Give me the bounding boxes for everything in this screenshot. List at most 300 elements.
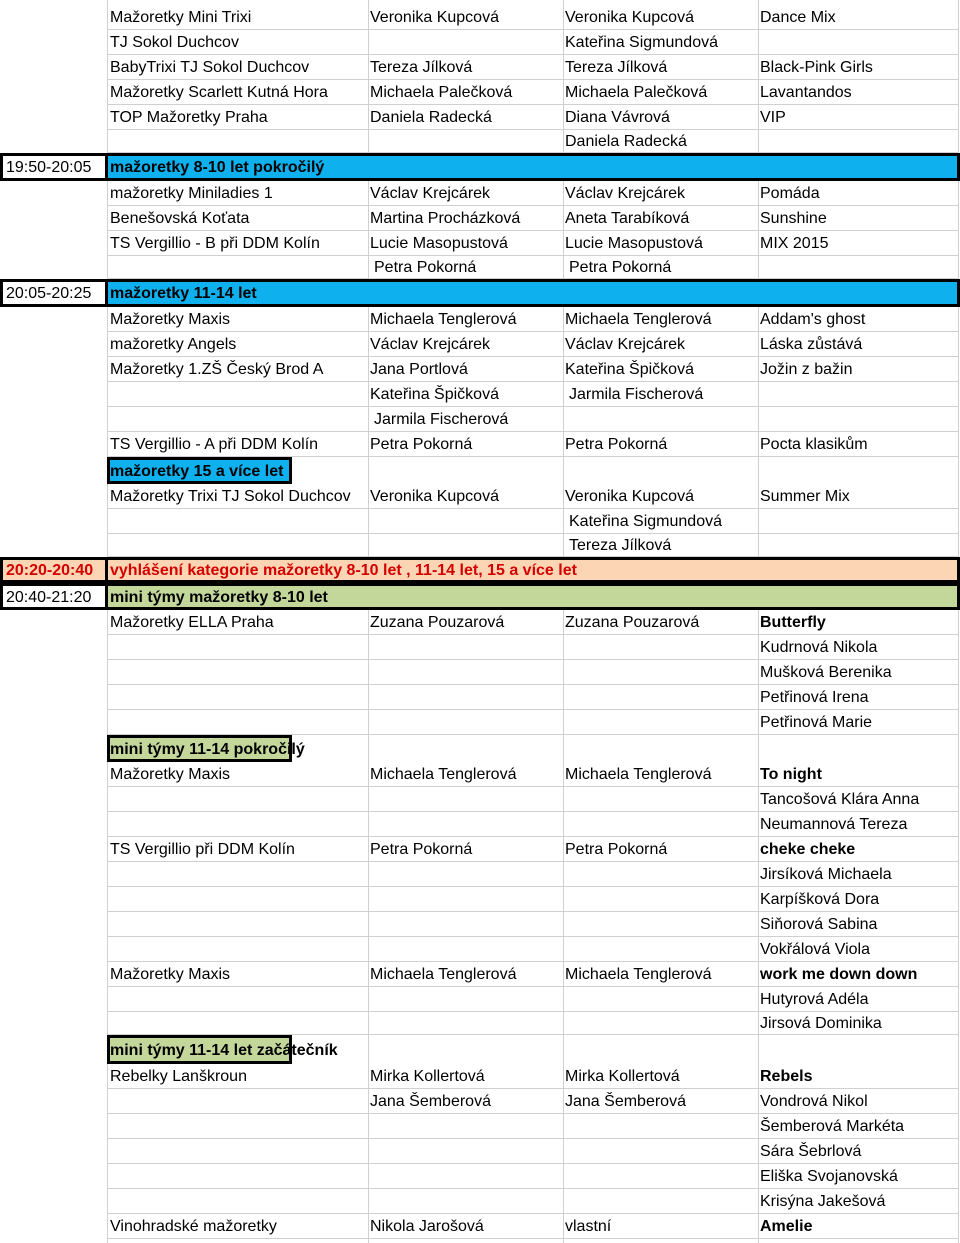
composition-cell [758, 382, 958, 407]
composition-cell [758, 509, 958, 534]
choreographer-cell [563, 357, 758, 382]
club-cell [108, 937, 368, 962]
composition-cell-text: Pocta klasikům [760, 435, 868, 453]
choreographer-cell-text: Daniela Radecká [565, 132, 687, 150]
club-cell-text: Mažoretky Maxis [110, 310, 231, 328]
trainer-cell [368, 1064, 563, 1089]
club-cell [108, 1012, 368, 1035]
composition-cell [758, 5, 958, 30]
club-cell [108, 962, 368, 987]
club-cell [108, 1164, 368, 1189]
trainer-cell [368, 382, 563, 407]
category-label: vyhlášení kategorie mažoretky 8-10 let , 11-14 let, 15 a více let [110, 562, 577, 579]
choreographer-cell [563, 1012, 758, 1035]
club-cell [108, 1139, 368, 1164]
club-cell [108, 787, 368, 812]
trainer-cell-text: Daniela Radecká [370, 108, 492, 126]
table-row [0, 635, 960, 660]
trainer-cell [368, 912, 563, 937]
composition-cell-text: Sunshine [760, 209, 827, 227]
composition-cell [758, 256, 958, 279]
club-cell [108, 484, 368, 509]
table-row [0, 887, 960, 912]
category-header [0, 153, 960, 181]
club-cell [108, 710, 368, 735]
choreographer-cell-text: Michaela Tenglerová [565, 310, 712, 328]
composition-cell [758, 837, 958, 862]
trainer-cell [368, 1012, 563, 1035]
club-cell-text: Mažoretky ELLA Praha [110, 613, 274, 631]
trainer-cell [368, 762, 563, 787]
trainer-cell [368, 130, 563, 153]
club-cell-text: Vinohradské mažoretky [110, 1217, 277, 1235]
trainer-cell-text: Jarmila Fischerová [374, 410, 509, 428]
composition-cell-text: Sára Šebrlová [760, 1142, 862, 1160]
club-cell [108, 30, 368, 55]
club-cell-text: Mažoretky Mini Trixi [110, 8, 252, 26]
trainer-cell [368, 937, 563, 962]
choreographer-cell [563, 610, 758, 635]
composition-cell [758, 937, 958, 962]
table-row [0, 962, 960, 987]
club-cell [108, 1064, 368, 1089]
choreographer-cell [563, 130, 758, 153]
trainer-cell [368, 1139, 563, 1164]
table-row [0, 30, 960, 55]
category-label: mažoretky 8-10 let pokročilý [110, 159, 325, 176]
club-cell-text: TOP Mažoretky Praha [110, 108, 268, 126]
composition-cell-text: Butterfly [760, 613, 826, 631]
composition-cell-text: Eliška Svojanovská [760, 1167, 898, 1185]
choreographer-cell [563, 635, 758, 660]
choreographer-cell [563, 206, 758, 231]
club-cell [108, 887, 368, 912]
trainer-cell [368, 484, 563, 509]
table-row [0, 382, 960, 407]
table-row [0, 407, 960, 432]
composition-cell [758, 1012, 958, 1035]
trainer-cell [368, 30, 563, 55]
composition-cell-text: Black-Pink Girls [760, 58, 873, 76]
time-slot [0, 583, 108, 610]
choreographer-cell [563, 181, 758, 206]
table-row [0, 710, 960, 735]
choreographer-cell [563, 231, 758, 256]
choreographer-cell [563, 256, 758, 279]
choreographer-cell [563, 534, 758, 557]
composition-cell [758, 762, 958, 787]
table-row [0, 55, 960, 80]
trainer-cell-text: Michaela Tenglerová [370, 765, 517, 783]
choreographer-cell-text: Aneta Tarabíková [565, 209, 690, 227]
composition-cell-text: Addam's ghost [760, 310, 866, 328]
club-cell-text: Mažoretky Scarlett Kutná Hora [110, 83, 328, 101]
trainer-cell [368, 837, 563, 862]
composition-cell [758, 962, 958, 987]
choreographer-cell [563, 432, 758, 457]
trainer-cell [368, 987, 563, 1012]
composition-cell [758, 1164, 958, 1189]
table-row [0, 812, 960, 837]
composition-cell-text: cheke cheke [760, 840, 856, 858]
trainer-cell [368, 256, 563, 279]
trainer-cell-text: Mirka Kollertová [370, 1067, 485, 1085]
choreographer-cell-text: Tereza Jílková [565, 58, 668, 76]
composition-cell [758, 912, 958, 937]
table-row [0, 1214, 960, 1239]
club-cell [108, 432, 368, 457]
club-cell [108, 685, 368, 710]
club-cell [108, 105, 368, 130]
table-row [0, 332, 960, 357]
choreographer-cell [563, 912, 758, 937]
composition-cell [758, 105, 958, 130]
choreographer-cell [563, 962, 758, 987]
club-cell [108, 382, 368, 407]
choreographer-cell-text: Veronika Kupcová [565, 8, 694, 26]
club-cell [108, 1189, 368, 1214]
choreographer-cell [563, 80, 758, 105]
trainer-cell-text: Petra Pokorná [374, 258, 477, 276]
composition-cell [758, 987, 958, 1012]
club-cell-text: BabyTrixi TJ Sokol Duchcov [110, 58, 310, 76]
choreographer-cell [563, 862, 758, 887]
trainer-cell-text: Jana Portlová [370, 360, 468, 378]
choreographer-cell [563, 307, 758, 332]
choreographer-cell-text: Petra Pokorná [565, 435, 668, 453]
category-header [0, 279, 960, 307]
composition-cell-text: Petřinová Marie [760, 713, 873, 731]
choreographer-cell-text: Petra Pokorná [569, 258, 672, 276]
trainer-cell-text: Tereza Jílková [370, 58, 473, 76]
trainer-cell [368, 710, 563, 735]
choreographer-cell [563, 787, 758, 812]
trainer-cell-text: Zuzana Pouzarová [370, 613, 505, 631]
trainer-cell [368, 1214, 563, 1239]
composition-cell [758, 484, 958, 509]
club-cell [108, 635, 368, 660]
club-cell [108, 5, 368, 30]
category-label: mažoretky 15 a více let [110, 462, 284, 480]
trainer-cell [368, 685, 563, 710]
choreographer-cell [563, 837, 758, 862]
club-cell [108, 862, 368, 887]
club-cell-text: Mažoretky Maxis [110, 765, 231, 783]
club-cell [108, 231, 368, 256]
club-cell [108, 1089, 368, 1114]
table-row [0, 1012, 960, 1035]
table-row [0, 660, 960, 685]
choreographer-cell [563, 812, 758, 837]
club-cell [108, 534, 368, 557]
choreographer-cell [563, 484, 758, 509]
choreographer-cell-text: Veronika Kupcová [565, 487, 694, 505]
table-row [0, 509, 960, 534]
time-slot-text: 20:40-21:20 [6, 588, 92, 606]
time-slot-text: 20:05-20:25 [6, 285, 92, 302]
time-slot-text: 19:50-20:05 [6, 159, 92, 176]
club-cell [108, 332, 368, 357]
table-row [0, 1064, 960, 1089]
composition-cell-text: Siňorová Sabina [760, 915, 878, 933]
trainer-cell-text: Petra Pokorná [370, 840, 473, 858]
choreographer-cell [563, 762, 758, 787]
choreographer-cell-text: Lucie Masopustová [565, 234, 703, 252]
trainer-cell [368, 610, 563, 635]
trainer-cell [368, 206, 563, 231]
choreographer-cell-text: Michaela Tenglerová [565, 965, 712, 983]
category-header [0, 557, 960, 583]
table-row [0, 610, 960, 635]
composition-cell [758, 80, 958, 105]
table-row [0, 912, 960, 937]
composition-cell-text: Lavantandos [760, 83, 852, 101]
trainer-cell [368, 231, 563, 256]
composition-cell-text: Pomáda [760, 184, 820, 202]
table-row [0, 357, 960, 382]
trainer-cell-text: Martina Procházková [370, 209, 521, 227]
choreographer-cell [563, 710, 758, 735]
composition-cell [758, 407, 958, 432]
choreographer-cell-text: Václav Krejcárek [565, 184, 686, 202]
composition-cell-text: Jožin z bažin [760, 360, 853, 378]
trainer-cell [368, 887, 563, 912]
table-row [0, 432, 960, 457]
trainer-cell [368, 332, 563, 357]
table-row [0, 5, 960, 30]
trainer-cell [368, 635, 563, 660]
club-cell-text: TJ Sokol Duchcov [110, 33, 239, 51]
choreographer-cell-text: Kateřina Sigmundová [569, 512, 722, 530]
trainer-cell [368, 55, 563, 80]
table-row [0, 534, 960, 557]
trainer-cell [368, 357, 563, 382]
club-cell [108, 55, 368, 80]
choreographer-cell-text: vlastní [565, 1217, 612, 1235]
composition-cell [758, 635, 958, 660]
composition-cell [758, 610, 958, 635]
choreographer-cell [563, 1189, 758, 1214]
club-cell-text: mažoretky Miniladies 1 [110, 184, 273, 202]
table-row [0, 1114, 960, 1139]
table-row [0, 181, 960, 206]
category-label: mažoretky 11-14 let [110, 285, 257, 302]
category-header [0, 583, 960, 610]
composition-cell [758, 710, 958, 735]
table-row [0, 307, 960, 332]
composition-cell [758, 685, 958, 710]
trainer-cell-text: Lucie Masopustová [370, 234, 508, 252]
choreographer-cell-text: Václav Krejcárek [565, 335, 686, 353]
club-cell [108, 130, 368, 153]
composition-cell [758, 660, 958, 685]
table-row [0, 1164, 960, 1189]
table-row [0, 787, 960, 812]
category-header [107, 457, 292, 484]
composition-cell [758, 862, 958, 887]
composition-cell-text: Vokřálová Viola [760, 940, 870, 958]
club-cell [108, 80, 368, 105]
choreographer-cell [563, 407, 758, 432]
composition-cell [758, 231, 958, 256]
choreographer-cell-text: Diana Vávrová [565, 108, 670, 126]
category-label: mini týmy 11-14 let začátečník [110, 1041, 338, 1059]
club-cell [108, 837, 368, 862]
composition-cell-text: Láska zůstává [760, 335, 863, 353]
club-cell [108, 181, 368, 206]
composition-cell-text: Hutyrová Adéla [760, 990, 869, 1008]
composition-cell-text: Mušková Berenika [760, 663, 892, 681]
choreographer-cell-text: Mirka Kollertová [565, 1067, 680, 1085]
club-cell [108, 762, 368, 787]
club-cell [108, 987, 368, 1012]
composition-cell [758, 55, 958, 80]
club-cell-text: TS Vergillio při DDM Kolín [110, 840, 295, 858]
composition-cell-text: Tancošová Klára Anna [760, 790, 920, 808]
trainer-cell [368, 80, 563, 105]
composition-cell [758, 1064, 958, 1089]
club-cell [108, 1114, 368, 1139]
composition-cell [758, 332, 958, 357]
composition-cell-text: Vondrová Nikol [760, 1092, 868, 1110]
choreographer-cell-text: Michaela Tenglerová [565, 765, 712, 783]
composition-cell [758, 1214, 958, 1239]
club-cell [108, 206, 368, 231]
composition-cell [758, 534, 958, 557]
choreographer-cell [563, 660, 758, 685]
table-row [0, 837, 960, 862]
composition-cell-text: To night [760, 765, 822, 783]
trainer-cell-text: Petra Pokorná [370, 435, 473, 453]
table-row [0, 937, 960, 962]
table-row [0, 1189, 960, 1214]
trainer-cell-text: Michaela Palečková [370, 83, 513, 101]
composition-cell [758, 432, 958, 457]
choreographer-cell-text: Jana Šemberová [565, 1092, 686, 1110]
trainer-cell-text: Nikola Jarošová [370, 1217, 484, 1235]
choreographer-cell [563, 1064, 758, 1089]
composition-cell [758, 30, 958, 55]
club-cell-text: TS Vergillio - B při DDM Kolín [110, 234, 320, 252]
composition-cell-text: Dance Mix [760, 8, 836, 26]
category-header [107, 1035, 338, 1064]
club-cell [108, 660, 368, 685]
club-cell-text: Benešovská Koťata [110, 209, 250, 227]
composition-cell-text: Krisýna Jakešová [760, 1192, 886, 1210]
category-label: mini týmy mažoretky 8-10 let [110, 588, 328, 606]
club-cell-text: Mažoretky Trixi TJ Sokol Duchcov [110, 487, 351, 505]
trainer-cell-text: Michaela Tenglerová [370, 310, 517, 328]
choreographer-cell-text: Jarmila Fischerová [569, 385, 704, 403]
choreographer-cell-text: Kateřina Špičková [565, 360, 694, 378]
composition-cell [758, 307, 958, 332]
trainer-cell [368, 5, 563, 30]
trainer-cell [368, 1189, 563, 1214]
club-cell-text: TS Vergillio - A při DDM Kolín [110, 435, 319, 453]
composition-cell-text: Kudrnová Nikola [760, 638, 878, 656]
composition-cell [758, 130, 958, 153]
time-slot-text: 20:20-20:40 [6, 562, 94, 579]
composition-cell [758, 1089, 958, 1114]
club-cell [108, 307, 368, 332]
trainer-cell [368, 660, 563, 685]
trainer-cell [368, 407, 563, 432]
choreographer-cell [563, 685, 758, 710]
trainer-cell [368, 812, 563, 837]
club-cell [108, 610, 368, 635]
table-row [0, 862, 960, 887]
club-cell [108, 912, 368, 937]
trainer-cell [368, 962, 563, 987]
choreographer-cell [563, 887, 758, 912]
composition-cell [758, 787, 958, 812]
club-cell [108, 407, 368, 432]
choreographer-cell-text: Petra Pokorná [565, 840, 668, 858]
trainer-cell [368, 105, 563, 130]
choreographer-cell [563, 937, 758, 962]
category-header [107, 735, 305, 762]
choreographer-cell [563, 105, 758, 130]
choreographer-cell [563, 1164, 758, 1189]
club-cell [108, 256, 368, 279]
composition-cell [758, 1139, 958, 1164]
choreographer-cell-text: Michaela Palečková [565, 83, 708, 101]
trainer-cell [368, 862, 563, 887]
table-row [0, 105, 960, 130]
trainer-cell-text: Veronika Kupcová [370, 487, 499, 505]
choreographer-cell [563, 30, 758, 55]
choreographer-cell [563, 1214, 758, 1239]
composition-cell [758, 357, 958, 382]
trainer-cell-text: Michaela Tenglerová [370, 965, 517, 983]
composition-cell-text: Petřinová Irena [760, 688, 869, 706]
table-row [0, 231, 960, 256]
composition-cell [758, 181, 958, 206]
table-row [0, 1139, 960, 1164]
club-cell [108, 812, 368, 837]
category-label: mini týmy 11-14 pokročilý [110, 740, 305, 758]
choreographer-cell [563, 1089, 758, 1114]
trainer-cell-text: Kateřina Špičková [370, 385, 499, 403]
composition-cell-text: Amelie [760, 1217, 813, 1235]
choreographer-cell-text: Tereza Jílková [569, 536, 672, 554]
trainer-cell-text: Jana Šemberová [370, 1092, 491, 1110]
trainer-cell-text: Veronika Kupcová [370, 8, 499, 26]
composition-cell-text: Karpíšková Dora [760, 890, 880, 908]
choreographer-cell-text: Kateřina Sigmundová [565, 33, 718, 51]
composition-cell [758, 887, 958, 912]
composition-cell-text: Neumannová Tereza [760, 815, 908, 833]
trainer-cell [368, 181, 563, 206]
choreographer-cell [563, 332, 758, 357]
club-cell [108, 357, 368, 382]
composition-cell-text: work me down down [760, 965, 918, 983]
choreographer-cell [563, 1114, 758, 1139]
table-row [0, 1089, 960, 1114]
club-cell-text: Mažoretky 1.ZŠ Český Brod A [110, 360, 324, 378]
time-slot [0, 153, 108, 181]
choreographer-cell [563, 509, 758, 534]
club-cell-text: Rebelky Lanškroun [110, 1067, 247, 1085]
trainer-cell-text: Václav Krejcárek [370, 184, 491, 202]
table-row [0, 206, 960, 231]
choreographer-cell [563, 382, 758, 407]
table-row [0, 130, 960, 153]
composition-cell [758, 1114, 958, 1139]
composition-cell-text: MIX 2015 [760, 234, 829, 252]
composition-cell-text: Jirsíková Michaela [760, 865, 892, 883]
table-row [0, 987, 960, 1012]
